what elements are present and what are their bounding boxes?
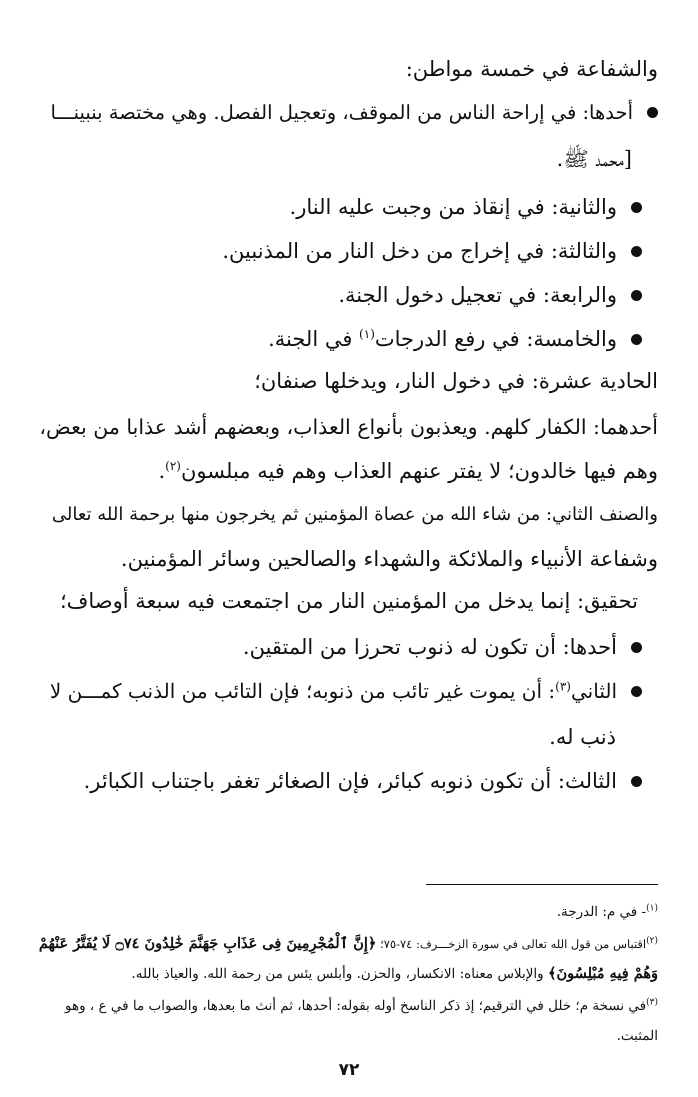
trait-2-cont: [40, 720, 616, 754]
first-kind-line-2: [40, 454, 658, 488]
shafaa-item-1-text: أحدها: في إراحة الناس من الموقف، وتعجيل الفصل. وهي مختصة بنبينـــا: [50, 101, 633, 124]
tahqiq-text: تحقيق: إنما يدخل من المؤمنين النار من اجتمعت فيه سبعة أوصاف؛: [59, 589, 638, 613]
shafaa-item-2: [40, 190, 642, 224]
shafaa-item-5-end: في الجنة.: [268, 327, 360, 351]
shafaa-item-1-continuation: [محمد ﷺ.: [556, 147, 632, 171]
shafaa-item-1: [40, 96, 658, 130]
footnote-2-quran-1: ﴿إِنَّ ٱلْمُجْرِمِينَ فِى عَذَابِ جَهَنَّمَ خَٰلِدُونَ ۝٧٤ لَا يُفَتَّرُ عَنْهُمْ: [38, 935, 377, 952]
bullet-icon: [631, 334, 642, 345]
trait-3-text: الثالث: أن تكون ذنوبه كبائر، فإن الصغائر تغفر باجتناب الكبائر.: [83, 769, 617, 793]
footnote-ref-3: (٣): [555, 679, 571, 694]
shafaa-item-5: [40, 322, 642, 356]
second-kind-text-1: والصنف الثاني: من شاء الله من عصاة المؤمنين ثم يخرجون منها برحمة الله تعالى: [51, 504, 658, 525]
trait-2: [40, 674, 642, 708]
footnote-2-quran-2: وَهُمْ فِيهِ مُبْلِسُونَ﴾: [548, 965, 658, 982]
eleventh-line: [40, 364, 658, 398]
footnote-3-text-2: المثبت.: [616, 1028, 658, 1044]
footnote-2-text: اقتباس من قول الله تعالى في سورة الزخـــرف: ٧٤-٧٥؛: [376, 937, 647, 951]
footnote-3-text: في نسخة م؛ خلل في الترقيم؛ إذ ذكر الناسخ أوله بقوله: أحدها، ثم أنث ما بعدها، والصواب ما في ع ، وهو: [64, 998, 647, 1014]
first-kind-line-1: [40, 410, 658, 444]
footnote-1-text: - في م: الدرجة.: [556, 904, 647, 920]
trait-2-start: الثاني: [570, 679, 617, 703]
intro-line: [40, 52, 658, 86]
first-kind-text-2: وهم فيها خالدون؛ لا يفتر عنهم العذاب وهم فيه مبلسون: [180, 459, 658, 483]
intro-text: والشفاعة في خمسة مواطن:: [405, 57, 658, 81]
bullet-icon: [631, 686, 642, 697]
footnote-ref-1: (١): [359, 327, 375, 341]
trait-3: [40, 764, 642, 798]
footnote-1-number: (١): [646, 903, 658, 914]
footnote-3-line-2: [40, 1024, 658, 1048]
shafaa-item-5-text: والخامسة: في رفع الدرجات: [374, 327, 617, 351]
first-kind-text-1: أحدهما: الكفار كلهم. ويعذبون بأنواع العذاب، وبعضهم أشد عذابا من بعض،: [39, 415, 658, 439]
footnote-2-number: (٢): [646, 936, 658, 947]
trait-1: [40, 630, 642, 664]
first-kind-end: .: [158, 459, 166, 483]
trait-1-text: أحدها: أن تكون له ذنوب تحرزا من المتقين.: [242, 635, 617, 659]
footnote-2-line-1: [40, 932, 658, 956]
shafaa-item-3-text: والثالثة: في إخراج من دخل النار من المذنبين.: [222, 239, 617, 263]
eleventh-text: الحادية عشرة: في دخول النار، ويدخلها صنفان؛: [254, 369, 658, 393]
shafaa-item-3: [40, 234, 642, 268]
second-kind-text-2: وشفاعة الأنبياء والملائكة والشهداء والصالحين وسائر المؤمنين.: [120, 547, 658, 571]
footnote-divider: [426, 884, 658, 885]
second-kind-line-1: [40, 498, 658, 532]
bullet-icon: [631, 246, 642, 257]
shafaa-item-4-text: والرابعة: في تعجيل دخول الجنة.: [338, 283, 617, 307]
footnote-3-number: (٣): [646, 997, 658, 1008]
trait-2-rest: : أن يموت غير تائب من ذنوبه؛ فإن التائب من الذنب كمـــن لا: [49, 679, 556, 703]
footnote-2-text-2: والإبلاس معناه: الانكسار، والحزن. وأبلس يئس من رحمة الله. والعياذ بالله.: [131, 966, 548, 982]
footnote-3-line-1: [40, 994, 658, 1018]
second-kind-line-2: [40, 542, 658, 576]
bullet-icon: [631, 290, 642, 301]
bullet-icon: [631, 776, 642, 787]
footnote-2-line-2: [40, 962, 658, 986]
trait-2-continuation: ذنب له.: [549, 725, 616, 749]
footnote-ref-2: (٢): [165, 459, 181, 473]
footnote-1: [40, 900, 658, 924]
shafaa-item-1-cont: [40, 142, 632, 176]
bullet-icon: [631, 642, 642, 653]
shafaa-item-2-text: والثانية: في إنقاذ من وجبت عليه النار.: [289, 195, 617, 219]
bullet-icon: [631, 202, 642, 213]
tahqiq-line: [40, 584, 638, 618]
bullet-icon: [647, 107, 658, 118]
page-number: ٧٢: [338, 1060, 360, 1080]
shafaa-item-4: [40, 278, 642, 312]
